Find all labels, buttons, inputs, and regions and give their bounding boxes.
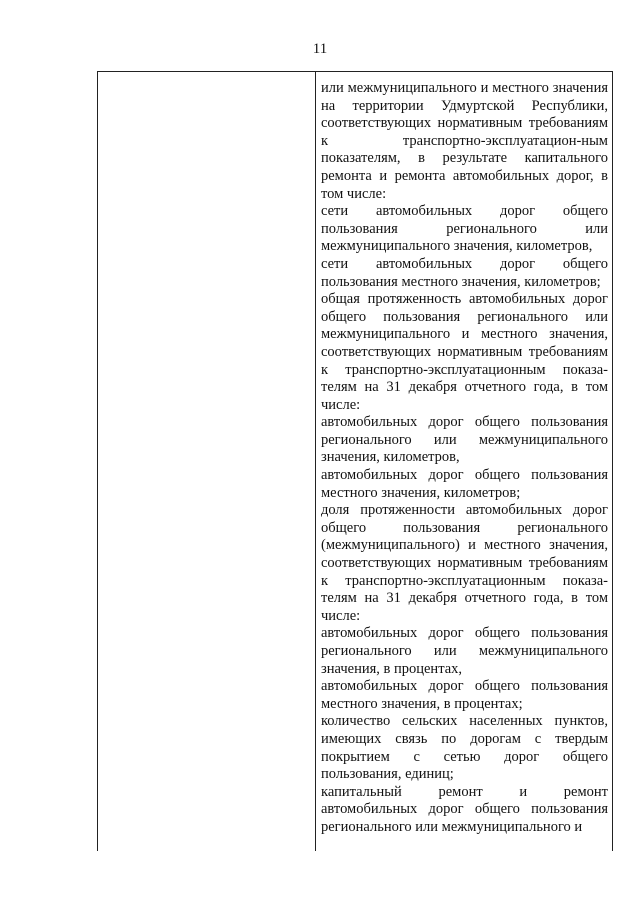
document-table: [97, 71, 613, 851]
page-number: 11: [312, 41, 328, 57]
paragraph-regional-roads-km: автомобильных дорог общего пользования регионального или межмуниципального значения, километров,: [321, 414, 608, 466]
paragraph-intro: или межмуниципального и местного значения на территории Удмуртской Республики, соответствующих нормативным требованиям к транспортно-эксплуатацион-ным показателям, в результате капитального ремонта и ремонта автомобильных дорог, в том числе:: [321, 80, 608, 202]
paragraph-local-roads-percent: автомобильных дорог общего пользования местного значения, в процентах;: [321, 678, 608, 712]
paragraph-rural-settlements: количество сельских населенных пунктов, имеющих связь по дорогам с твердым покрытием с сетью дорог общего пользования, единиц;: [321, 713, 608, 783]
table-left-cell: [98, 72, 316, 851]
paragraph-regional-roads-percent: автомобильных дорог общего пользования регионального или межмуниципального значения, в процентах,: [321, 625, 608, 677]
paragraph-regional-network-km: сети автомобильных дорог общего пользования регионального или межмуниципального значения, километров,: [321, 203, 608, 255]
paragraph-local-roads-km: автомобильных дорог общего пользования местного значения, километров;: [321, 467, 608, 501]
paragraph-capital-repair: капитальный ремонт и ремонт автомобильных дорог общего пользования регионального или межмуниципального и: [321, 783, 608, 835]
paragraph-local-network-km: сети автомобильных дорог общего пользования местного значения, километров;: [321, 255, 608, 290]
paragraph-share-length: доля протяженности автомобильных дорог общего пользования регионального (межмуниципального) и местного значения, соответствующих нормативным требованиям к транспортно-эксплуатационным показа-телям на 31 декабря отчетного года, в том числе:: [321, 502, 608, 624]
paragraph-total-length: общая протяженность автомобильных дорог общего пользования регионального или межмуниципального и местного значения, соответствующих нормативным требованиям к транспортно-эксплуатационным показа-телям на 31 декабря отчетного года, в том числе:: [321, 291, 608, 413]
table-right-cell: [321, 80, 608, 837]
